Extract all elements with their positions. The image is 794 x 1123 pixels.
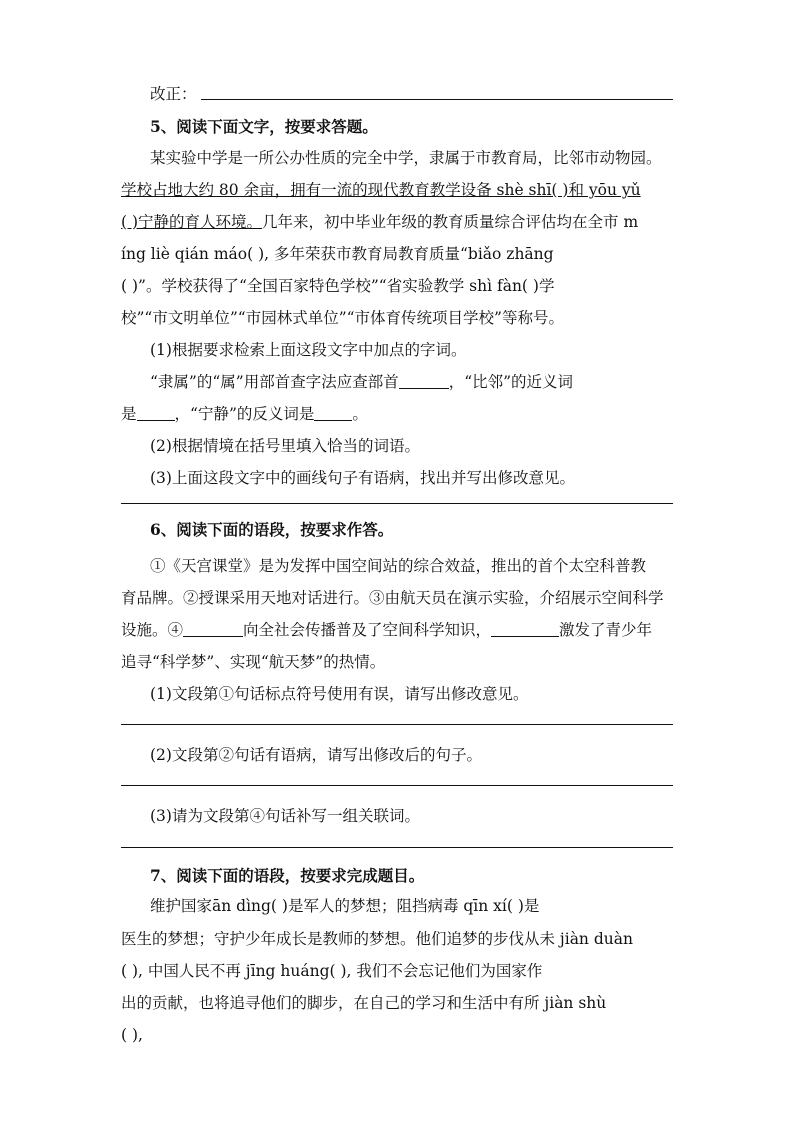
q5-sub1-text: ，“比邻”的近义词 — [448, 373, 574, 391]
correction-label — [150, 84, 681, 104]
q5-sub1-text: ，“宁静”的反义词是 — [174, 405, 315, 423]
q6-paragraph-line: ①《天宫课堂》是为发挥中国空间站的综合效益，推出的首个太空科普教 — [150, 557, 647, 575]
q6-sub-question-1: (1)文段第①句话标点符号使用有误，请写出修改意见。 — [150, 685, 529, 703]
q6-paragraph-text: 向全社会传播普及了空间科学知识， — [243, 621, 492, 639]
q6-sub-question-3: (3)请为文段第④句话补写一组关联词。 — [150, 807, 420, 825]
q5-paragraph-line: ( )”。学校获得了“全国百家特色学校”“省实验教学 shì fàn( )学 — [121, 277, 555, 295]
q5-sub-question-2: (2)根据情境在括号里填入恰当的词语。 — [150, 437, 420, 455]
q6-sub-question-2: (2)文段第②句话有语病，请写出修改后的句子。 — [150, 746, 482, 764]
conjunction-blank-2[interactable] — [491, 622, 559, 637]
q6-paragraph-line — [121, 620, 681, 640]
correction-label-text: 改正： — [150, 85, 197, 103]
q5-paragraph-line — [121, 212, 681, 232]
q6-paragraph-text: 激发了青少年 — [559, 621, 653, 639]
q5-sub-question-3: (3)上面这段文字中的画线句子有语病，找出并写出修改意见。 — [150, 469, 575, 487]
q5-sub1-text: “隶属”的“属”用部首查字法应查部首 — [150, 373, 399, 391]
q5-paragraph-line: íng liè qián máo( ), 多年荣获市教育局教育质量“biǎo zhāng — [121, 245, 554, 263]
q5-answer-line[interactable] — [121, 503, 673, 504]
q5-heading: 5、阅读下面文字，按要求答题。 — [150, 117, 378, 136]
q6-paragraph-text: 设施。④ — [121, 621, 184, 639]
q5-underlined-sentence: ( )宁静的育人环境。 — [121, 213, 263, 231]
q6-paragraph-line: 追寻“科学梦”、实现“航天梦”的热情。 — [121, 653, 386, 671]
q5-sub-question-1-blanks — [150, 372, 681, 392]
q7-paragraph-line: 医生的梦想；守护少年成长是教师的梦想。他们追梦的步伐从未 jiàn duàn — [121, 930, 633, 948]
conjunction-blank-1[interactable] — [183, 622, 243, 637]
q6-sub2-answer-line[interactable] — [121, 785, 673, 786]
q5-sub1-text: 。 — [352, 405, 368, 423]
q5-paragraph-line — [121, 180, 681, 200]
q6-sub3-answer-line[interactable] — [121, 847, 673, 848]
q5-paragraph-text: 几年来，初中毕业年级的教育质量综合评估均在全市 m — [262, 213, 639, 231]
correction-answer-line[interactable] — [201, 99, 673, 100]
q7-paragraph-line: 出的贡献，也将追寻他们的脚步，在自己的学习和生活中有所 jiàn shù — [121, 994, 607, 1012]
q6-heading: 6、阅读下面的语段，按要求作答。 — [150, 520, 394, 539]
q7-heading: 7、阅读下面的语段，按要求完成题目。 — [150, 866, 425, 885]
q5-sub-question-1: (1)根据要求检索上面这段文字中加点的字词。 — [150, 341, 467, 359]
q5-underlined-sentence: 学校占地大约 80 余亩，拥有一流的现代教育教学设备 shè shī( )和 yōu yǔ — [121, 181, 641, 199]
q5-paragraph-line: 某实验中学是一所公办性质的完全中学，隶属于市教育局，比邻市动物园。 — [150, 149, 662, 167]
q7-paragraph-line: 维护国家ān dìng( )是军人的梦想；阻挡病毒 qīn xí( )是 — [150, 897, 540, 915]
antonym-answer-blank[interactable] — [314, 406, 352, 421]
q7-paragraph-line: ( ), 中国人民不再 jīng huáng( ), 我们不会忘记他们为国家作 — [121, 962, 543, 980]
q6-paragraph-line: 育品牌。②授课采用天地对话进行。③由航天员在演示实验，介绍展示空间科学 — [121, 589, 664, 607]
q5-sub-question-1-blanks — [121, 404, 681, 424]
q5-sub1-text: 是 — [121, 405, 137, 423]
q7-paragraph-line: ( ), — [121, 1026, 143, 1044]
radical-answer-blank[interactable] — [399, 374, 449, 389]
q6-sub1-answer-line[interactable] — [121, 724, 673, 725]
q5-paragraph-line: 校”“市文明单位”“市园林式单位”“市体育传统项目学校”等称号。 — [121, 309, 564, 327]
synonym-answer-blank[interactable] — [137, 406, 175, 421]
